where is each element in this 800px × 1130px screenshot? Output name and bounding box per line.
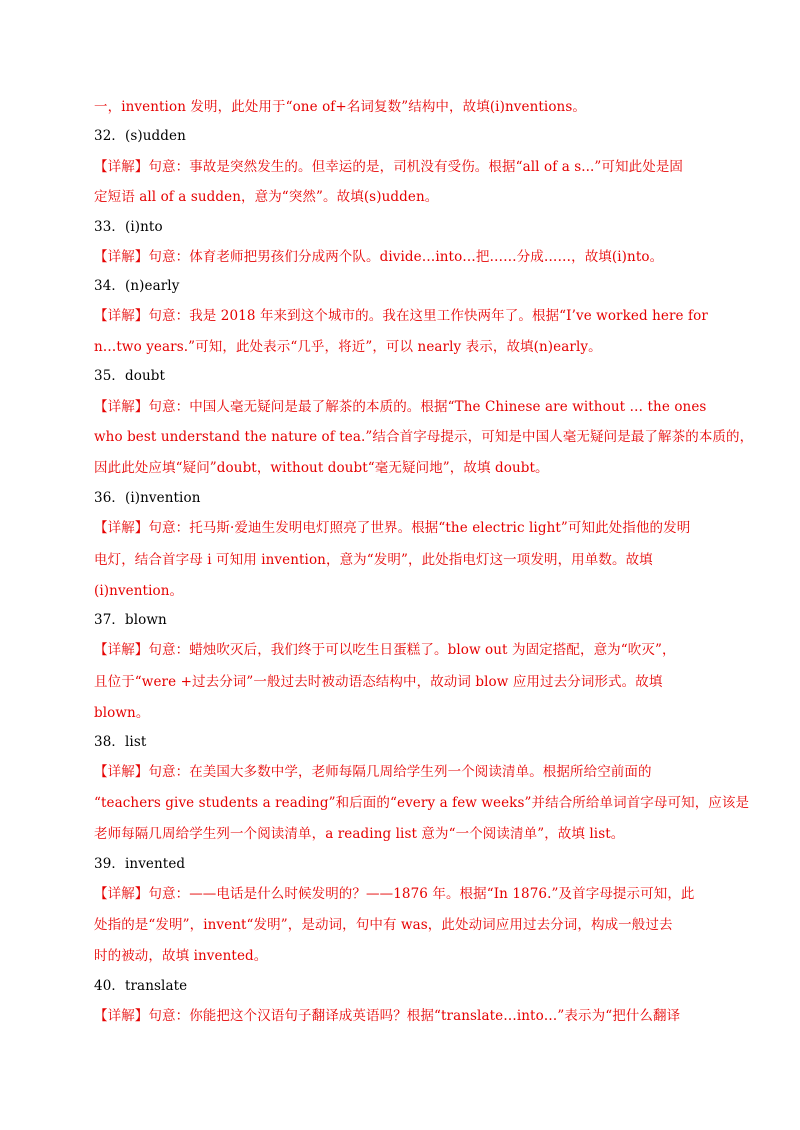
detail-line: 【详解】句意：我是 2018 年来到这个城市的。我在这里工作快两年了。根据“I’ve worked here for	[94, 308, 708, 324]
detail-line: 【详解】句意：——电话是什么时候发明的？——1876 年。根据“In 1876.”及首字母提示可知，此	[94, 886, 695, 902]
answer-line: 34．(n)early	[94, 278, 180, 294]
detail-line: 时的被动，故填 invented。	[94, 948, 268, 964]
detail-line: who best understand the nature of tea.”结合首字母提示，可知是中国人毫无疑问是最了解茶的本质的，	[94, 429, 754, 445]
detail-line: blown。	[94, 705, 150, 721]
detail-line: 老师每隔几周给学生列一个阅读清单，a reading list 意为“一个阅读清单”，故填 list。	[94, 826, 625, 842]
detail-line: 定短语 all of a sudden，意为“突然”。故填(s)udden。	[94, 189, 439, 205]
answer-line: 35．doubt	[94, 368, 166, 384]
answer-line: 38．list	[94, 734, 147, 750]
answer-line: 33．(i)nto	[94, 219, 163, 235]
answer-line: 40．translate	[94, 978, 188, 994]
answer-line: 32．(s)udden	[94, 128, 186, 144]
answer-line: 39．invented	[94, 856, 186, 872]
detail-line: 一，invention 发明，此处用于“one of+名词复数”结构中，故填(i)nventions。	[94, 99, 586, 115]
detail-line: 【详解】句意：中国人毫无疑问是最了解茶的本质的。根据“The Chinese are without … the ones	[94, 399, 707, 415]
detail-line: 【详解】句意：在美国大多数中学，老师每隔几周给学生列一个阅读清单。根据所给空前面的	[94, 764, 652, 780]
detail-line: 且位于“were +过去分词”一般过去时被动语态结构中，故动词 blow 应用过去分词形式。故填	[94, 674, 663, 690]
detail-line: 【详解】句意：蜡烛吹灭后，我们终于可以吃生日蛋糕了。blow out 为固定搭配，意为“吹灭”，	[94, 642, 676, 658]
detail-line: 电灯，结合首字母 i 可知用 invention，意为“发明”，此处指电灯这一项发明，用单数。故填	[94, 552, 653, 568]
detail-line: 因此此处应填“疑问”doubt，without doubt“毫无疑问地”，故填 doubt。	[94, 460, 549, 476]
answer-line: 36．(i)nvention	[94, 490, 201, 506]
detail-line: (i)nvention。	[94, 583, 184, 599]
detail-line: 【详解】句意：事故是突然发生的。但幸运的是，司机没有受伤。根据“all of a s...”可知此处是固	[94, 159, 684, 175]
detail-line: “teachers give students a reading”和后面的“every a few weeks”并结合所给单词首字母可知，应该是	[94, 795, 750, 811]
detail-line: 【详解】句意：体育老师把男孩们分成两个队。divide…into…把……分成……，故填(i)nto。	[94, 249, 664, 265]
detail-line: n…two years.”可知，此处表示“几乎，将近”，可以 nearly 表示，故填(n)early。	[94, 339, 602, 355]
answer-line: 37．blown	[94, 612, 167, 628]
detail-line: 【详解】句意：托马斯·爱迪生发明电灯照亮了世界。根据“the electric light”可知此处指他的发明	[94, 520, 691, 536]
detail-line: 【详解】句意：你能把这个汉语句子翻译成英语吗？根据“translate…into…”表示为“把什么翻译	[94, 1008, 681, 1024]
detail-line: 处指的是“发明”，invent“发明”，是动词，句中有 was，此处动词应用过去分词，构成一般过去	[94, 917, 673, 933]
